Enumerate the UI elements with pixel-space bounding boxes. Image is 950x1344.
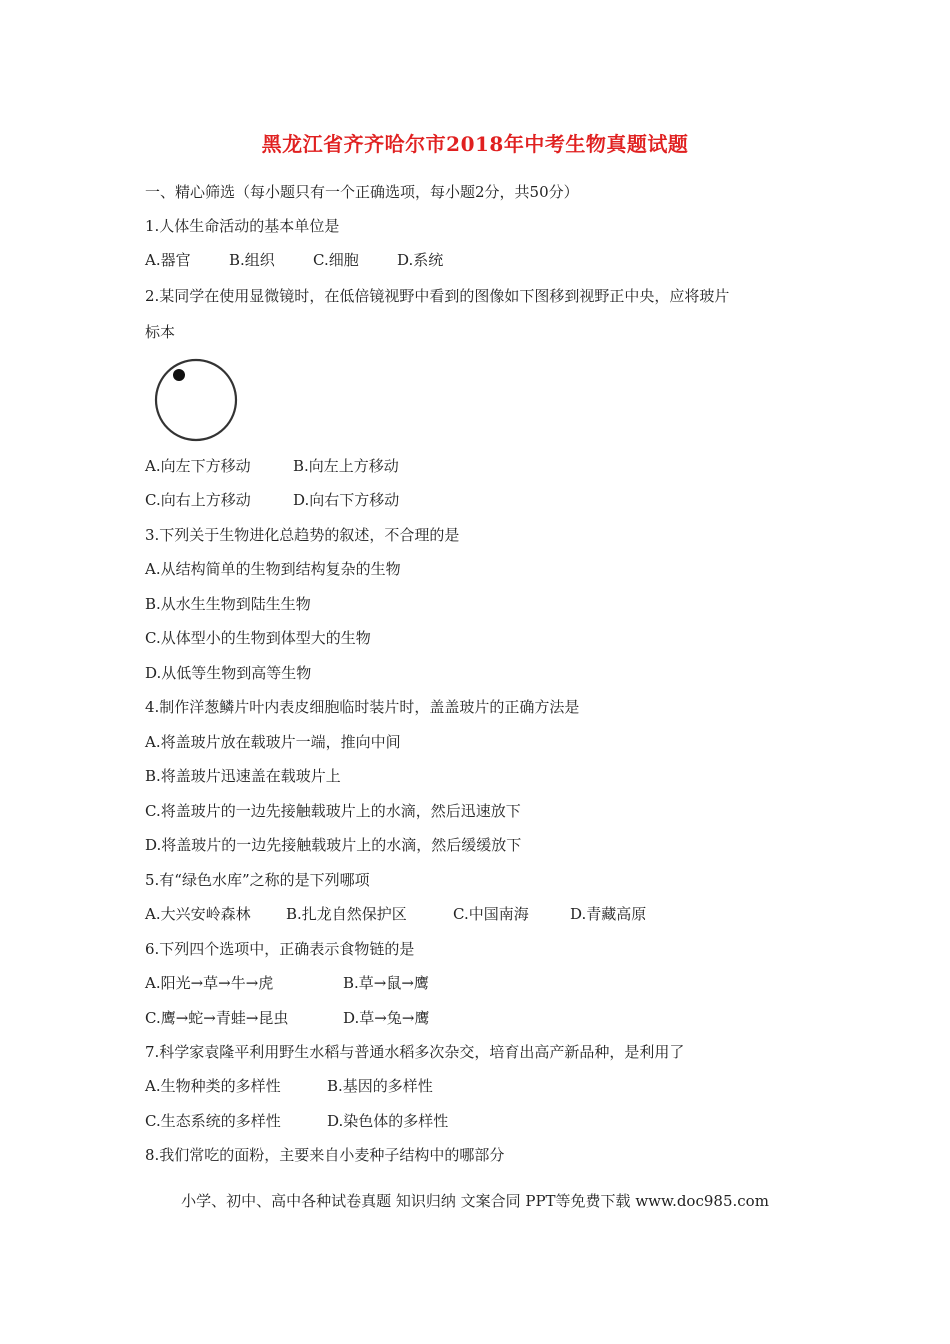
question-6-stem: 6.下列四个选项中，正确表示食物链的是 bbox=[145, 940, 415, 958]
option-b: B.向左上方移动 bbox=[293, 457, 399, 475]
question-2-options-row2 bbox=[145, 490, 399, 510]
question-4-option-c: C.将盖玻片的一边先接触载玻片上的水滴，然后迅速放下 bbox=[145, 802, 521, 820]
question-3-option-c: C.从体型小的生物到体型大的生物 bbox=[145, 629, 371, 647]
option-a: A.器官 bbox=[145, 251, 191, 269]
question-4-option-b: B.将盖玻片迅速盖在载玻片上 bbox=[145, 767, 341, 785]
question-6-options-row1 bbox=[145, 973, 429, 993]
option-d: D.向右下方移动 bbox=[293, 491, 400, 509]
option-a: A.阳光→草→牛→虎 bbox=[145, 974, 274, 992]
option-a: A.向左下方移动 bbox=[145, 457, 251, 475]
option-d: D.系统 bbox=[397, 251, 444, 269]
option-c: C.中国南海 bbox=[453, 905, 529, 923]
question-2-options-row1 bbox=[145, 456, 399, 476]
question-8-stem: 8.我们常吃的面粉，主要来自小麦种子结构中的哪部分 bbox=[145, 1146, 505, 1164]
field-of-view-circle bbox=[156, 360, 236, 440]
question-3-option-a: A.从结构简单的生物到结构复杂的生物 bbox=[145, 560, 401, 578]
option-c: C.细胞 bbox=[313, 251, 359, 269]
question-7-options-row1 bbox=[145, 1076, 433, 1096]
option-d: D.草→兔→鹰 bbox=[343, 1009, 430, 1027]
option-a: A.生物种类的多样性 bbox=[145, 1077, 281, 1095]
option-b: B.草→鼠→鹰 bbox=[343, 974, 429, 992]
question-3-option-b: B.从水生生物到陆生生物 bbox=[145, 595, 311, 613]
option-b: B.扎龙自然保护区 bbox=[286, 905, 407, 923]
question-6-options-row2 bbox=[145, 1008, 429, 1028]
option-c: C.向右上方移动 bbox=[145, 491, 251, 509]
question-2-stem-continued: 标本 bbox=[145, 323, 176, 341]
option-c: C.鹰→蛇→青蛙→昆虫 bbox=[145, 1009, 289, 1027]
option-c: C.生态系统的多样性 bbox=[145, 1112, 281, 1130]
question-5-options bbox=[145, 904, 646, 924]
question-1-options bbox=[145, 250, 443, 270]
option-d: D.染色体的多样性 bbox=[327, 1112, 449, 1130]
option-a: A.大兴安岭森林 bbox=[145, 905, 251, 923]
specimen-dot bbox=[173, 369, 185, 381]
page-footer: 小学、初中、高中各种试卷真题 知识归纳 文案合同 PPT等免费下载 www.doc985.com bbox=[181, 1192, 769, 1210]
question-1-stem: 1.人体生命活动的基本单位是 bbox=[145, 217, 340, 235]
question-3-stem: 3.下列关于生物进化总趋势的叙述，不合理的是 bbox=[145, 526, 460, 544]
microscope-field-figure bbox=[151, 358, 241, 442]
option-d: D.青藏高原 bbox=[570, 905, 647, 923]
option-b: B.基因的多样性 bbox=[327, 1077, 433, 1095]
question-7-stem: 7.科学家袁隆平利用野生水稻与普通水稻多次杂交，培育出高产新品种，是利用了 bbox=[145, 1043, 685, 1061]
question-4-option-d: D.将盖玻片的一边先接触载玻片上的水滴，然后缓缓放下 bbox=[145, 836, 522, 854]
question-2-stem: 2.某同学在使用显微镜时，在低倍镜视野中看到的图像如下图移到视野正中央，应将玻片 bbox=[145, 287, 730, 305]
question-5-stem: 5.有“绿色水库”之称的是下列哪项 bbox=[145, 871, 370, 889]
question-7-options-row2 bbox=[145, 1111, 448, 1131]
section-heading: 一、精心筛选（每小题只有一个正确选项，每小题2分，共50分） bbox=[145, 183, 579, 201]
question-4-option-a: A.将盖玻片放在载玻片一端，推向中间 bbox=[145, 733, 401, 751]
question-3-option-d: D.从低等生物到高等生物 bbox=[145, 664, 312, 682]
option-b: B.组织 bbox=[229, 251, 275, 269]
document-title: 黑龙江省齐齐哈尔市2018年中考生物真题试题 bbox=[261, 132, 689, 156]
question-4-stem: 4.制作洋葱鳞片叶内表皮细胞临时装片时，盖盖玻片的正确方法是 bbox=[145, 698, 580, 716]
